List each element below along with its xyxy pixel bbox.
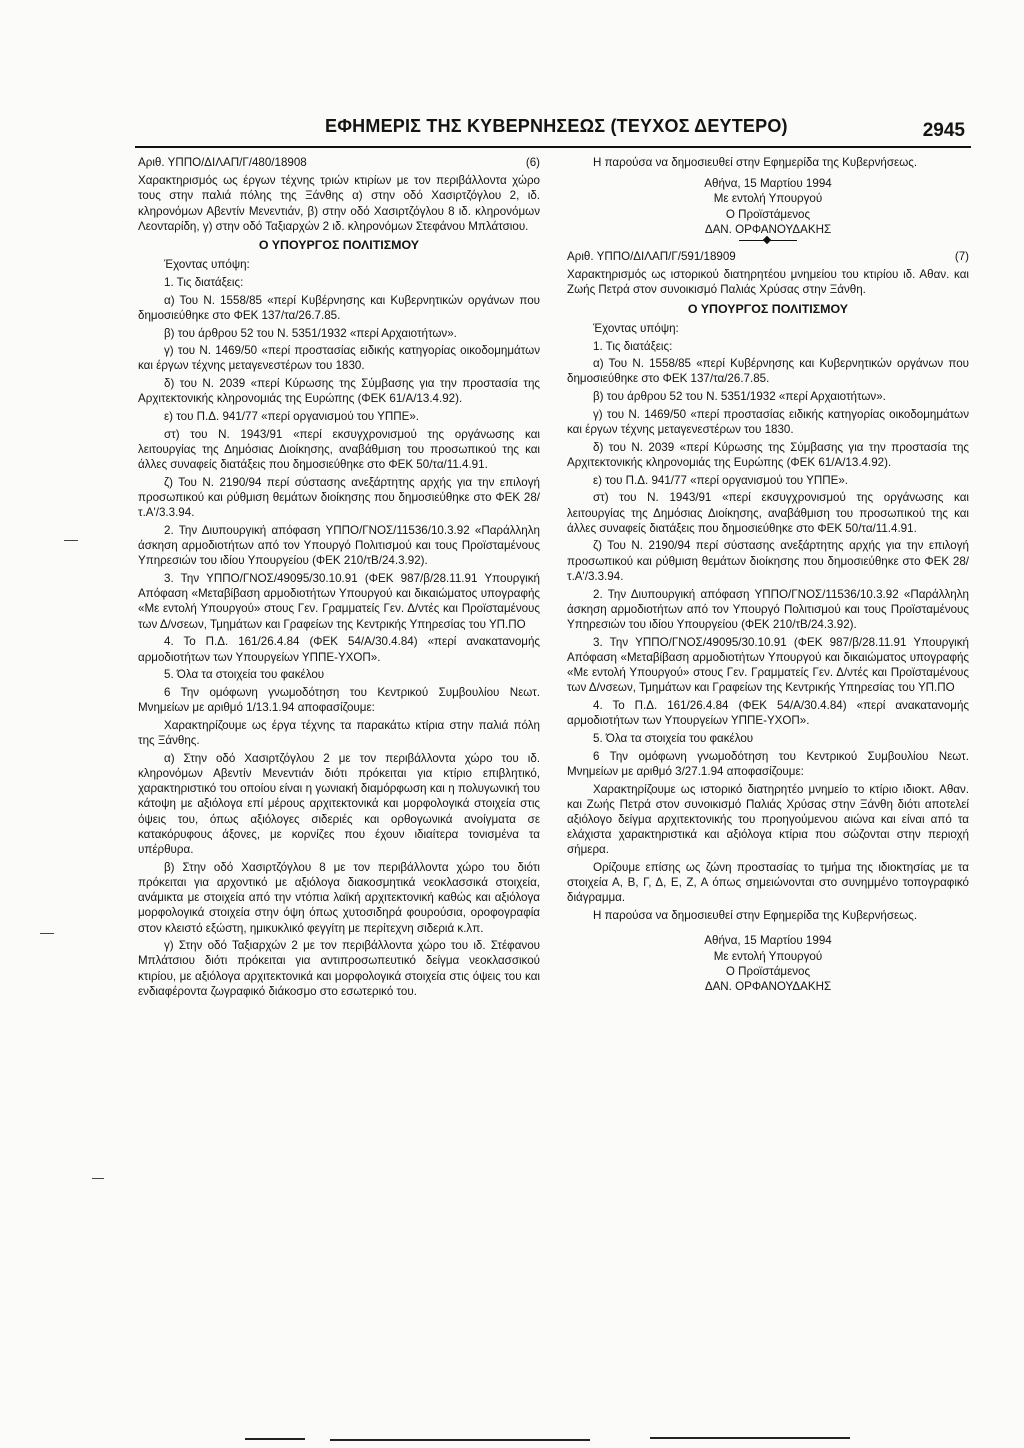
decision-reference bbox=[138, 155, 540, 170]
minister-heading: Ο ΥΠΟΥΡΓΟΣ ΠΟΛΙΤΙΣΜΟΥ bbox=[687, 301, 849, 316]
section-divider bbox=[739, 240, 797, 241]
decision-summary: Χαρακτηρισμός ως έργων τέχνης τριών κτιρίων με τον περιβάλλοντα χώρο τους στην παλιά πόλης της Ξάνθης α) στην οδό Χασιρτζόγλου 2, ιδ. κληρονόμων Αβεντίν Μενεντιάν, β) στην οδό Χασιρτζόγλου 8 ιδ. κληρονόμων Λεονταρίδη, γ) στην οδό Ταξιαρχών 2 ιδ. κληρονόμων Στεφάνου Μπλάτσιου. bbox=[138, 174, 540, 233]
decision-number: Αριθ. ΥΠΠΟ/ΔΙΛΑΠ/Γ/480/18908 bbox=[138, 156, 307, 169]
paragraph: δ) του Ν. 2039 «περί Κύρωσης της Σύμβασης για την προστασία της Αρχιτεκτονικής κληρονομιάς της Ευρώπης (ΦΕΚ 61/Α/13.4.92). bbox=[138, 377, 540, 406]
paragraph: ζ) Του Ν. 2190/94 περί σύστασης ανεξάρτητης αρχής για την επιλογή προσωπικού και ρύθμιση θεμάτων διοίκησης που δημοσιεύθηκε στο ΦΕΚ 28/τ.Α'/3.3.94. bbox=[138, 475, 540, 520]
signature-title: Ο Προϊστάμενος bbox=[725, 207, 811, 221]
paragraph: 6 Την ομόφωνη γνωμοδότηση του Κεντρικού Συμβουλίου Νεωτ. Μνημείων με αριθμό 1/13.1.94 αποφασίζουμε: bbox=[138, 686, 540, 715]
paragraph: Έχοντας υπόψη: bbox=[593, 321, 679, 335]
paragraph: β) Στην οδό Χασιρτζόγλου 8 με τον περιβάλλοντα χώρο του διότι πρόκειται για αρχοντικό με αξιόλογα διακοσμητικά νεοκλασσικά στοιχεία, ανάμικτα με στοιχεία από την ντόπια λαϊκή αρχιτεκτονική καθώς και αξιόλογα μορφολογικά στοιχεία στην όψη όπως χυτοσιδηρά φουρούσια, οροφογραφία στον κλειστό εξώστη, ημικυκλικό φεγγίτη με περίτεχνη σιδεριά κ.λπ. bbox=[138, 860, 540, 935]
paragraph: γ) Στην οδό Ταξιαρχών 2 με τον περιβάλλοντα χώρο του ιδ. Στέφανου Μπλάτσιου διότι πρόκειται για αντιπροσωπευτικό δείγμα νεοκλασσικού κτιρίου, με αξιόλογα αρχιτεκτονικά και μορφολογικά στοιχεία στις όψεις του και ενδιαφέροντα ζωγραφικό διάκοσμο στο εσωτερικό του. bbox=[138, 939, 540, 998]
decision-number: Αριθ. ΥΠΠΟ/ΔΙΛΑΠ/Γ/591/18909 bbox=[567, 250, 736, 264]
decision-index: (7) bbox=[954, 250, 969, 264]
margin-mark bbox=[40, 933, 54, 934]
paragraph: Χαρακτηρίζουμε ως ιστορικό διατηρητέο μνημείο το κτίριο ιδιοκτ. Αθαν. και Ζωής Πετρά στον συνοικισμό Παλιάς Χρύσας στην Ξάνθη διότι αποτελεί αξιόλογο δείγμα αρχιτεκτονικής του προηγούμενου αιώνα και είναι από τα ελάχιστα χαρακτηριστικά και αξιόλογα κτίρια που σώζονται στην περιοχή σήμερα. bbox=[567, 782, 969, 857]
signature-block bbox=[567, 933, 969, 994]
paragraph: 5. Όλα τα στοιχεία του φακέλου bbox=[593, 731, 754, 745]
paragraph: 3. Την ΥΠΠΟ/ΓΝΟΣ/49095/30.10.91 (ΦΕΚ 987/β/28.11.91 Υπουργική Απόφαση «Μεταβίβαση αρμοδιοτήτων Υπουργού και δικαιώματος υπογραφής «Με εντολή Υπουργού» στους Γεν. Γραμματείς Γεν. Δ/ντές και Προϊσταμένους των Δ/νσεων, Τμημάτων και Γραφείων της Κεντρικής Υπηρεσίας του ΥΠ.ΠΟ bbox=[567, 635, 969, 695]
bottom-edge-rule bbox=[650, 1437, 850, 1439]
decision-reference bbox=[567, 249, 969, 264]
signature-date: Αθήνα, 15 Μαρτίου 1994 bbox=[704, 177, 832, 191]
paragraph: ε) του Π.Δ. 941/77 «περί οργανισμού του ΥΠΠΕ». bbox=[164, 410, 419, 424]
paragraph: Ορίζουμε επίσης ως ζώνη προστασίας το τμήμα της ιδιοκτησίας με τα στοιχεία Α, Β, Γ, Δ, Ε, Ζ, Α όπως σημειώνονται στο συνημμένο τοπογραφικό διάγραμμα. bbox=[567, 861, 969, 905]
paragraph: δ) του Ν. 2039 «περί Κύρωσης της Σύμβασης για την προστασία της Αρχιτεκτονικής κληρονομιάς της Ευρώπης (ΦΕΚ 61/Α/13.4.92). bbox=[567, 440, 969, 469]
bottom-edge-rule bbox=[330, 1439, 590, 1441]
paragraph: α) Του Ν. 1558/85 «περί Κυβέρνησης και Κυβερνητικών οργάνων που δημοσιεύθηκε στο ΦΕΚ 137/τα/26.7.85. bbox=[138, 293, 540, 322]
signature-name: ΔΑΝ. ΟΡΦΑΝΟΥΔΑΚΗΣ bbox=[704, 222, 832, 236]
signature-block bbox=[567, 176, 969, 237]
left-column bbox=[138, 155, 540, 1002]
paragraph: 2. Την Διυπουργική απόφαση ΥΠΠΟ/ΓΝΟΣ/11536/10.3.92 «Παράλληλη άσκηση αρμοδιοτήτων από τον Υπουργό Πολιτισμού και τους Προϊσταμένους Υπηρεσιών του ιδίου Υπουργείου (ΦΕΚ 210/τΒ/24.3.92). bbox=[567, 587, 969, 631]
paragraph: ε) του Π.Δ. 941/77 «περί οργανισμού του ΥΠΠΕ». bbox=[593, 473, 848, 487]
paragraph: 5. Όλα τα στοιχεία του φακέλου bbox=[164, 668, 325, 682]
paragraph: α) Στην οδό Χασιρτζόγλου 2 με τον περιβάλλοντα χώρο του ιδ. κληρονόμων Αβεντίν Μενεντιάν διότι πρόκειται για κτίριο επιβλητικό, χαρακτηριστικό του οποίου είναι η γωνιακή διαμόρφωση και η πολυγωνική του κάτοψη με αξιόλογα επί μέρους αρχιτεκτονικά και μορφολογικά στοιχεία στις όψεις του, όπως αξιόλογες σιδεριές και ορθογωνικά ανοίγματα σε κατακόρυφους άξονες, με κορνίζες που έχουν ιδιαίτερα τονισμένα τα υπέρθυρα. bbox=[138, 751, 540, 857]
paragraph: β) του άρθρου 52 του Ν. 5351/1932 «περί Αρχαιοτήτων». bbox=[593, 390, 886, 404]
gazette-title: ΕΦΗΜΕΡΙΣ ΤΗΣ ΚΥΒΕΡΝΗΣΕΩΣ (ΤΕΥΧΟΣ ΔΕΥΤΕΡΟ) bbox=[325, 116, 788, 136]
paragraph: 1. Τις διατάξεις: bbox=[164, 275, 244, 289]
decision-index: (6) bbox=[525, 156, 540, 169]
paragraph: 2. Την Διυπουργική απόφαση ΥΠΠΟ/ΓΝΟΣ/11536/10.3.92 «Παράλληλη άσκηση αρμοδιοτήτων από τον Υπουργό Πολιτισμού και τους Προϊσταμένους Υπηρεσιών του ιδίου Υπουργείου (ΦΕΚ 210/τΒ/24.3.92). bbox=[138, 523, 540, 568]
bottom-edge-rule bbox=[245, 1438, 305, 1440]
signature-name: ΔΑΝ. ΟΡΦΑΝΟΥΔΑΚΗΣ bbox=[704, 979, 832, 993]
page-number: 2945 bbox=[922, 120, 965, 141]
paragraph: ζ) Του Ν. 2190/94 περί σύστασης ανεξάρτητης αρχής για την επιλογή προσωπικού και ρύθμιση θεμάτων διοίκησης που δημοσιεύθηκε στο ΦΕΚ 28/τ.Α'/3.3.94. bbox=[567, 539, 969, 583]
margin-mark bbox=[92, 1178, 104, 1179]
signature-authority: Με εντολή Υπουργού bbox=[713, 949, 823, 963]
signature-title: Ο Προϊστάμενος bbox=[725, 964, 811, 978]
signature-authority: Με εντολή Υπουργού bbox=[713, 192, 823, 206]
signature-date: Αθήνα, 15 Μαρτίου 1994 bbox=[704, 934, 832, 948]
paragraph: γ) του Ν. 1469/50 «περί προστασίας ειδικής κατηγορίας οικοδομημάτων και έργων τέχνης μεταγενεστέρων του 1830. bbox=[567, 407, 969, 437]
divider-ornament bbox=[763, 236, 771, 244]
paragraph: 4. Το Π.Δ. 161/26.4.84 (ΦΕΚ 54/Α/30.4.84) «περί ανακατανομής αρμοδιοτήτων των Υπουργείων ΥΠΠΕ-ΥΧΟΠ». bbox=[138, 635, 540, 664]
paragraph: στ) του Ν. 1943/91 «περί εκσυγχρονισμού της οργάνωσης και λειτουργίας της Δημόσιας Διοίκησης, αναβάθμιση του προσωπικού της και άλλες συναφείς διατάξεις που δημοσιεύθηκε στο ΦΕΚ 50/τα/11.4.91. bbox=[567, 491, 969, 535]
minister-heading: Ο ΥΠΟΥΡΓΟΣ ΠΟΛΙΤΙΣΜΟΥ bbox=[258, 238, 420, 253]
right-column bbox=[567, 155, 969, 994]
paragraph: Χαρακτηρίζουμε ως έργα τέχνης τα παρακάτω κτίρια στην παλιά πόλη της Ξάνθης. bbox=[138, 718, 540, 748]
paragraph: 1. Τις διατάξεις: bbox=[593, 339, 673, 353]
paragraph: Έχοντας υπόψη: bbox=[164, 258, 250, 272]
page-header bbox=[135, 112, 971, 148]
paragraph: 4. Το Π.Δ. 161/26.4.84 (ΦΕΚ 54/Α/30.4.84) «περί ανακατανομής αρμοδιοτήτων των Υπουργείων ΥΠΠΕ-ΥΧΟΠ». bbox=[567, 699, 969, 728]
paragraph: α) Του Ν. 1558/85 «περί Κυβέρνησης και Κυβερνητικών οργάνων που δημοσιεύθηκε στο ΦΕΚ 137/τα/26.7.85. bbox=[567, 357, 969, 386]
paragraph: γ) του Ν. 1469/50 «περί προστασίας ειδικής κατηγορίας οικοδομημάτων και έργων τέχνης μεταγενεστέρων του 1830. bbox=[138, 344, 540, 373]
paragraph: Η παρούσα να δημοσιευθεί στην Εφημερίδα της Κυβερνήσεως. bbox=[593, 909, 918, 923]
margin-mark bbox=[64, 540, 78, 541]
publication-note: Η παρούσα να δημοσιευθεί στην Εφημερίδα της Κυβερνήσεως. bbox=[593, 156, 918, 169]
paragraph: β) του άρθρου 52 του Ν. 5351/1932 «περί Αρχαιοτήτων». bbox=[164, 326, 457, 340]
paragraph: 3. Την ΥΠΠΟ/ΓΝΟΣ/49095/30.10.91 (ΦΕΚ 987/β/28.11.91 Υπουργική Απόφαση «Μεταβίβαση αρμοδιοτήτων Υπουργού και δικαιώματος υπογραφής «Με εντολή Υπουργού» στους Γεν. Γραμματείς Γεν. Δ/ντές και Προϊσταμένους των Δ/νσεων, Τμημάτων και Γραφείων της Κεντρικής Υπηρεσίας του ΥΠ.ΠΟ bbox=[138, 572, 540, 631]
paragraph: στ) του Ν. 1943/91 «περί εκσυγχρονισμού της οργάνωσης και λειτουργίας της Δημόσιας Διοίκησης, αναβάθμιση του προσωπικού της και άλλες συναφείς διατάξεις που δημοσιεύθηκε στο ΦΕΚ 50/τα/11.4.91. bbox=[138, 427, 540, 472]
paragraph: 6 Την ομόφωνη γνωμοδότηση του Κεντρικού Συμβουλίου Νεωτ. Μνημείων με αριθμό 3/27.1.94 αποφασίζουμε: bbox=[567, 749, 969, 778]
decision-summary: Χαρακτηρισμός ως ιστορικού διατηρητέου μνημείου του κτιρίου ιδ. Αθαν. και Ζωής Πετρά στον συνοικισμό Παλιάς Χρύσας στην Ξάνθη. bbox=[567, 268, 969, 297]
